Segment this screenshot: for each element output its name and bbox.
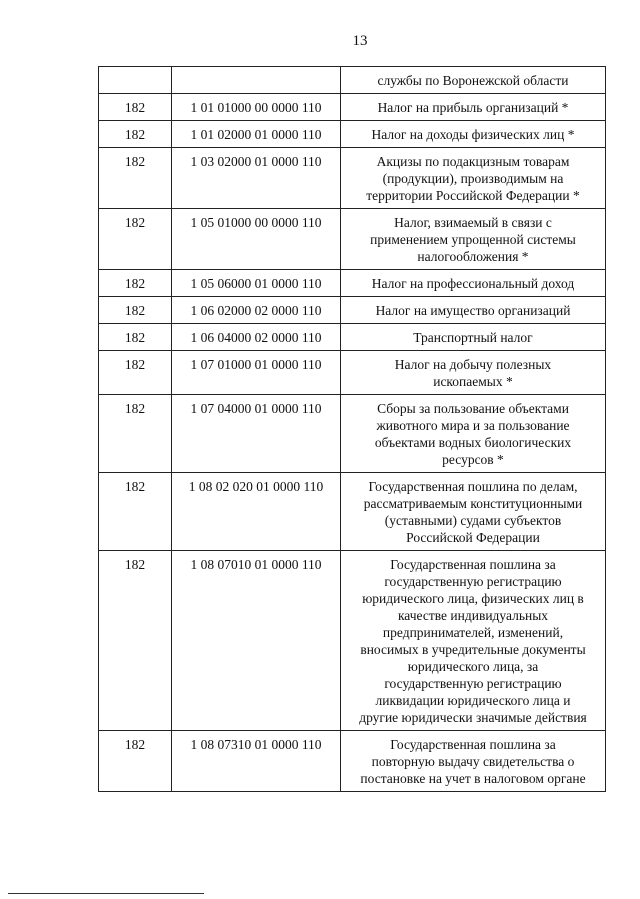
admin-code-cell: 182 [99,551,172,731]
table-row [99,731,606,792]
revenue-name-line: юридического лица, за [407,659,539,674]
budget-classification-code-cell: 1 05 01000 00 0000 110 [172,209,341,270]
budget-classification-code-cell [172,67,341,94]
table-row [99,297,606,324]
revenue-name-line: повторную выдачу свидетельства о [371,754,575,769]
revenue-name-line: Налог на имущество организаций [375,303,571,318]
revenue-name-line: Налог на профессиональный доход [371,276,575,291]
budget-classification-code-cell: 1 07 04000 01 0000 110 [172,395,341,473]
revenue-name-cell [341,324,606,351]
admin-code-cell: 182 [99,297,172,324]
admin-code-cell: 182 [99,270,172,297]
table-row [99,351,606,395]
admin-code-cell: 182 [99,148,172,209]
revenue-name-cell [341,209,606,270]
revenue-name-cell [341,731,606,792]
page-number: 13 [352,33,368,49]
admin-code-cell [99,67,172,94]
table-row [99,121,606,148]
footnote-separator [8,893,204,894]
table-row [99,324,606,351]
table-row [99,551,606,731]
revenue-name-line: рассматриваемым конституционными [363,496,583,511]
revenue-name-line: налогообложения * [417,249,529,264]
revenue-name-cell [341,551,606,731]
revenue-name-line: Сборы за пользование объектами [377,401,569,416]
revenue-name-line: объектами водных биологических [374,435,572,450]
revenue-name-line: животного мира и за пользование [376,418,570,433]
revenue-name-line: ликвидации юридического лица и [375,693,571,708]
admin-code-cell: 182 [99,324,172,351]
table-row [99,270,606,297]
revenue-name-line: государственную регистрацию [384,574,562,589]
table-row [99,473,606,551]
revenue-name-line: применением упрощенной системы [370,232,576,247]
revenue-name-line: другие юридически значимые действия [359,710,587,725]
revenue-name-line: качестве индивидуальных [397,608,549,623]
admin-code-cell: 182 [99,209,172,270]
revenue-name-line: службы по Воронежской области [377,73,569,88]
admin-code-cell: 182 [99,473,172,551]
revenue-name-cell [341,121,606,148]
revenue-name-line: Налог на доходы физических лиц * [371,127,575,142]
budget-classification-code-cell: 1 01 01000 00 0000 110 [172,94,341,121]
revenue-name-line: юридического лица, физических лиц в [362,591,584,606]
table-row [99,148,606,209]
revenue-name-cell [341,297,606,324]
revenue-name-cell [341,351,606,395]
budget-classification-code-cell: 1 08 02 020 01 0000 110 [172,473,341,551]
revenue-name-line: вносимых в учредительные документы [360,642,586,657]
budget-classification-code-cell: 1 07 01000 01 0000 110 [172,351,341,395]
budget-classification-code-cell: 1 06 04000 02 0000 110 [172,324,341,351]
table-row [99,395,606,473]
admin-code-cell: 182 [99,731,172,792]
revenue-name-line: Российской Федерации [406,530,540,545]
budget-classification-code-cell: 1 01 02000 01 0000 110 [172,121,341,148]
budget-codes-table [98,66,606,792]
admin-code-cell: 182 [99,94,172,121]
revenue-name-cell [341,148,606,209]
revenue-name-cell [341,94,606,121]
revenue-name-cell [341,473,606,551]
table-row [99,67,606,94]
revenue-name-line: Государственная пошлина за [390,557,556,572]
revenue-name-line: территории Российской Федерации * [366,188,580,203]
budget-classification-code-cell: 1 05 06000 01 0000 110 [172,270,341,297]
revenue-name-line: Акцизы по подакцизным товарам [376,154,570,169]
revenue-name-cell [341,395,606,473]
budget-classification-code-cell: 1 03 02000 01 0000 110 [172,148,341,209]
revenue-name-line: государственную регистрацию [384,676,562,691]
revenue-name-line: ископаемых * [433,374,513,389]
table-body [99,67,606,792]
revenue-name-line: предпринимателей, изменений, [382,625,564,640]
budget-classification-code-cell: 1 06 02000 02 0000 110 [172,297,341,324]
revenue-name-line: ресурсов * [442,452,504,467]
admin-code-cell: 182 [99,351,172,395]
revenue-name-line: (продукции), производимым на [382,171,564,186]
revenue-name-line: Государственная пошлина по делам, [368,479,578,494]
revenue-name-cell [341,67,606,94]
revenue-name-line: Налог, взимаемый в связи с [394,215,552,230]
admin-code-cell: 182 [99,121,172,148]
table-row [99,94,606,121]
revenue-name-line: постановке на учет в налоговом органе [360,771,586,786]
revenue-name-cell [341,270,606,297]
revenue-name-line: (уставными) судами субъектов [384,513,562,528]
revenue-name-line: Государственная пошлина за [390,737,556,752]
budget-classification-code-cell: 1 08 07010 01 0000 110 [172,551,341,731]
revenue-name-line: Транспортный налог [413,330,533,345]
revenue-name-line: Налог на добычу полезных [394,357,552,372]
admin-code-cell: 182 [99,395,172,473]
revenue-name-line: Налог на прибыль организаций * [377,100,569,115]
table-row [99,209,606,270]
budget-classification-code-cell: 1 08 07310 01 0000 110 [172,731,341,792]
